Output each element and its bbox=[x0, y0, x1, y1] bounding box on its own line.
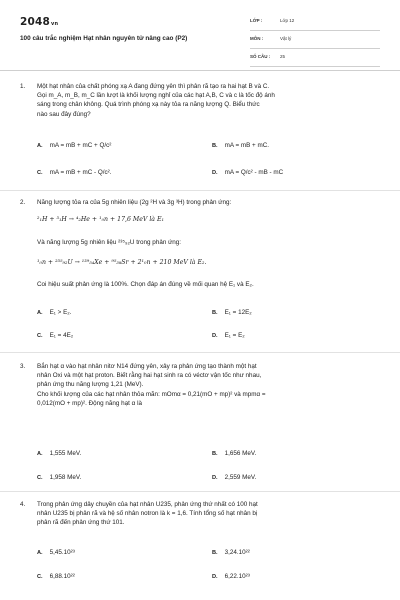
question-line: Năng lượng tỏa ra của 5g nhiên liệu (2g ²H và 3g ³H) trong phản ứng: bbox=[37, 199, 232, 206]
meta-label: SỐ CÂU : bbox=[250, 54, 271, 59]
option-d[interactable] bbox=[212, 331, 245, 341]
question-line: Cho khối lượng của các hạt nhân thỏa mãn: mOmα = 0,21(mO + mp)² và mpmα = bbox=[37, 390, 266, 398]
option-text: 5,45.10²³ bbox=[49, 549, 75, 556]
meta-value: 25 bbox=[280, 54, 286, 59]
question-line: Gọi m_A, m_B, m_C lần lượt là khối lượng nghỉ của các hạt A,B, C và c là tốc độ ánh bbox=[37, 92, 275, 100]
question-number: 2. bbox=[20, 199, 26, 206]
question-separator bbox=[0, 491, 400, 492]
question-text bbox=[37, 362, 375, 408]
meta-row-subject bbox=[250, 34, 380, 49]
option-b[interactable] bbox=[212, 449, 256, 459]
option-label: B. bbox=[212, 143, 218, 149]
option-text: 6,22.10²³ bbox=[224, 573, 250, 580]
question-line: nhân U235 bị phân rã và hệ số nhân notron là k = 1,6. Tính tổng số hạt nhân bị bbox=[37, 510, 258, 518]
option-text: E₁ > E₂. bbox=[49, 309, 72, 316]
option-label: C. bbox=[37, 475, 43, 481]
option-c[interactable] bbox=[37, 168, 112, 178]
question-line: sáng trong chân không. Quá trình phóng xạ này tỏa ra năng lượng Q. Biểu thức bbox=[37, 101, 260, 109]
option-d[interactable] bbox=[212, 473, 256, 483]
option-label: C. bbox=[37, 170, 43, 176]
option-text: E₁ = E₂ bbox=[224, 332, 245, 339]
option-text: mA = mB + mC - Q/c². bbox=[49, 169, 112, 176]
option-text: 2,559 MeV. bbox=[224, 474, 257, 481]
option-label: C. bbox=[37, 333, 43, 339]
meta-value: Lớp 12 bbox=[280, 18, 295, 23]
question-text-3 bbox=[37, 280, 375, 289]
question-line: nào sau đây đúng? bbox=[37, 110, 91, 118]
option-text: 1,958 MeV. bbox=[49, 474, 82, 481]
question-text bbox=[37, 82, 375, 119]
option-label: A. bbox=[37, 550, 43, 556]
meta-value: Vật lý bbox=[280, 36, 292, 41]
option-text: mA = mB + mC. bbox=[224, 142, 270, 149]
question-text bbox=[37, 198, 375, 207]
question-number: 4. bbox=[20, 501, 26, 508]
question-line: Một hạt nhân của chất phóng xạ A đang đứng yên thì phân rã tạo ra hai hạt B và C. bbox=[37, 83, 270, 90]
option-c[interactable] bbox=[37, 572, 75, 582]
option-text: 1,555 MeV. bbox=[49, 450, 82, 457]
option-a[interactable] bbox=[37, 308, 72, 318]
option-label: A. bbox=[37, 451, 43, 457]
question-number: 1. bbox=[20, 83, 26, 90]
option-text: 6,88.10²² bbox=[49, 573, 75, 580]
question-text bbox=[37, 500, 375, 528]
header-divider bbox=[0, 70, 400, 71]
site-logo[interactable] bbox=[20, 16, 58, 28]
logo-suffix: vn bbox=[51, 21, 59, 27]
option-text: mA = mB + mC + Q/c² bbox=[49, 142, 112, 149]
question-line: 0,012(mO + mp)². Động năng hạt α là bbox=[37, 399, 142, 407]
meta-label: LỚP : bbox=[250, 18, 263, 23]
option-label: A. bbox=[37, 310, 43, 316]
question-line: nhân Oxi và một hạt proton. Biết rằng hai hạt sinh ra có véctơ vận tốc như nhau, bbox=[37, 372, 262, 380]
option-a[interactable] bbox=[37, 449, 81, 459]
equation-1: ²₁H + ³₁H → ⁴₂He + ¹₀n + 17,6 MeV là E₁ bbox=[37, 216, 164, 223]
option-label: D. bbox=[212, 170, 218, 176]
option-label: C. bbox=[37, 574, 43, 580]
page-title: 100 câu trắc nghiệm Hạt nhân nguyên tử nâng cao (P2) bbox=[20, 35, 188, 42]
question-text-2 bbox=[37, 238, 375, 247]
option-a[interactable] bbox=[37, 548, 75, 558]
option-b[interactable] bbox=[212, 141, 269, 151]
option-label: D. bbox=[212, 333, 218, 339]
option-label: B. bbox=[212, 310, 218, 316]
equation-2: ¹₀n + ²³⁵₉₂U → ¹³⁹₅₄Xe + ⁹⁵₃₈Sr + 2¹₀n + 210 MeV là E₂. bbox=[37, 259, 207, 266]
question-line: Bắn hạt α vào hạt nhân nitơ N14 đứng yên, xảy ra phản ứng tạo thành một hạt bbox=[37, 363, 257, 370]
option-text: mA = Q/c² - mB - mC bbox=[224, 169, 284, 176]
question-line: Trong phản ứng dây chuyền của hạt nhân U235, phản ứng thứ nhất có 100 hạt bbox=[37, 501, 258, 508]
page-header bbox=[0, 0, 400, 68]
question-line: phân rã đến phản ứng thứ 101. bbox=[37, 519, 125, 527]
logo-text: 2048 bbox=[20, 16, 51, 28]
question-line: phản ứng thu năng lượng 1,21 (MeV). bbox=[37, 381, 144, 389]
option-label: B. bbox=[212, 451, 218, 457]
meta-panel bbox=[250, 16, 380, 70]
option-c[interactable] bbox=[37, 473, 81, 483]
question-separator bbox=[0, 352, 400, 353]
option-c[interactable] bbox=[37, 331, 73, 341]
option-label: B. bbox=[212, 550, 218, 556]
question-number: 3. bbox=[20, 363, 26, 370]
meta-label: MÔN : bbox=[250, 36, 264, 41]
option-d[interactable] bbox=[212, 168, 283, 178]
option-text: E₁ = 12E₂ bbox=[224, 309, 252, 316]
option-a[interactable] bbox=[37, 141, 111, 151]
option-label: A. bbox=[37, 143, 43, 149]
question-line: Và năng lượng 5g nhiên liệu ²³⁵₉₂U trong phản ứng: bbox=[37, 239, 182, 246]
option-b[interactable] bbox=[212, 548, 250, 558]
question-separator bbox=[0, 190, 400, 191]
option-d[interactable] bbox=[212, 572, 250, 582]
question-line: Coi hiệu suất phản ứng là 100%. Chọn đáp án đúng về mối quan hệ E₁ và E₂. bbox=[37, 281, 254, 288]
meta-row-count bbox=[250, 52, 380, 67]
option-text: 3,24.10²² bbox=[224, 549, 250, 556]
option-label: D. bbox=[212, 475, 218, 481]
meta-row-class bbox=[250, 16, 380, 31]
option-label: D. bbox=[212, 574, 218, 580]
option-text: 1,656 MeV. bbox=[224, 450, 257, 457]
option-text: E₁ = 4E₂ bbox=[49, 332, 74, 339]
option-b[interactable] bbox=[212, 308, 252, 318]
